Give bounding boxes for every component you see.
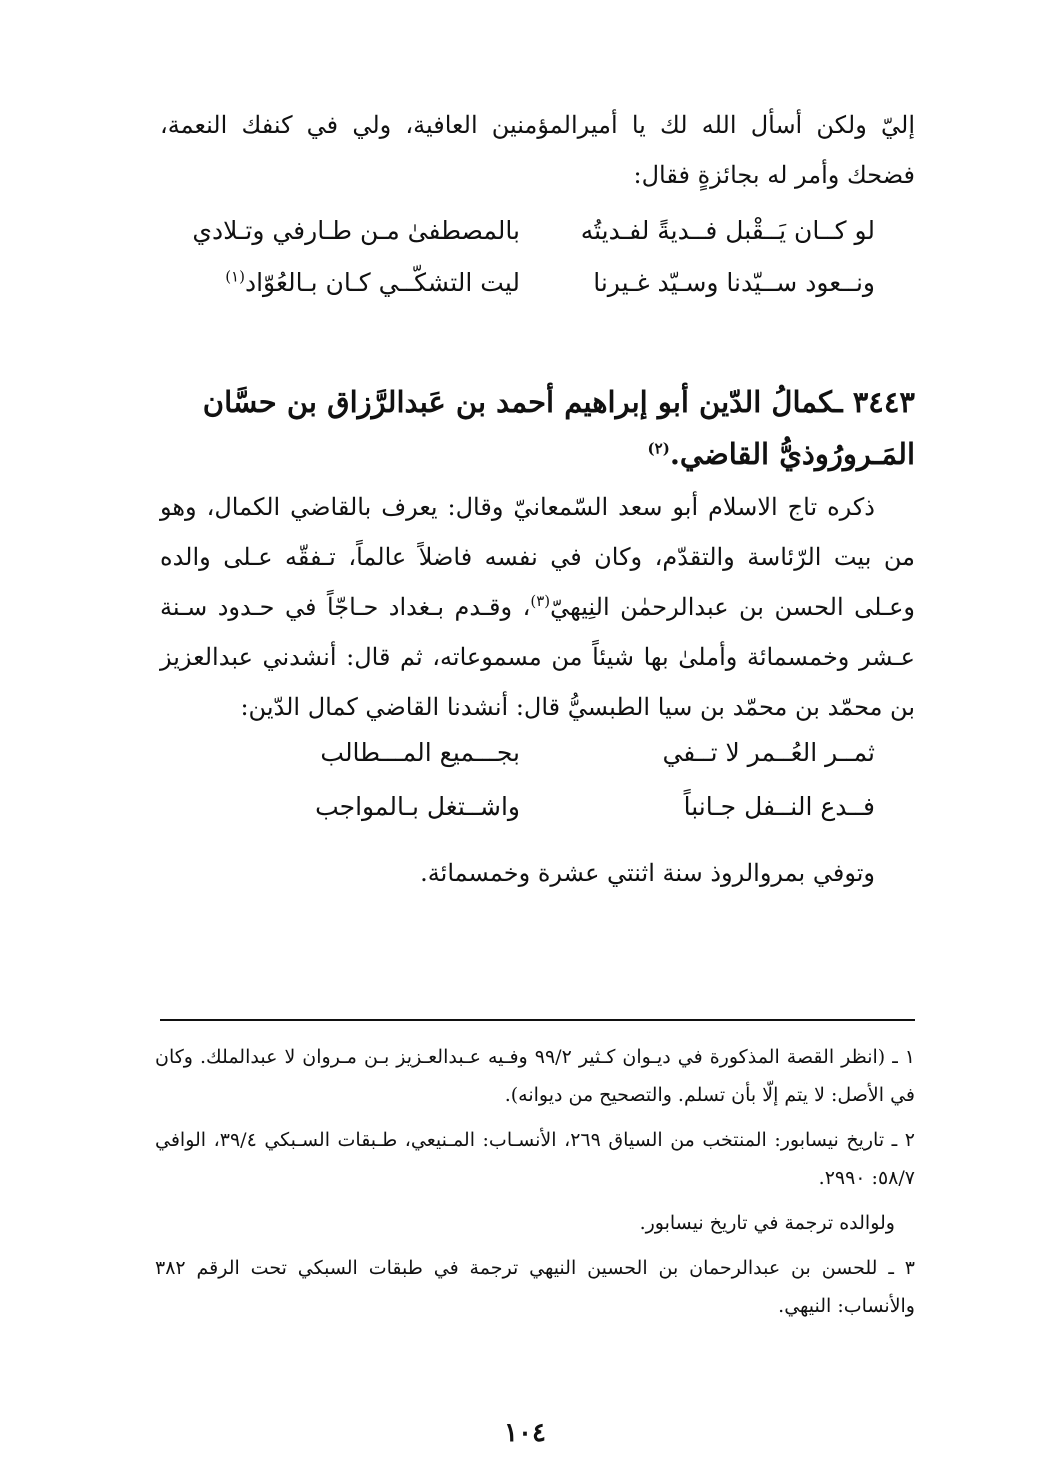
footnote-2: ٢ ـ تاريخ نيسابور: المنتخب من السياق ٢٦٩، الأنسـاب: المـنيعي، طـبقات السـبكي ٣٩/٤، الوافي ٥٨/٧: ٢٩٩٠. — [155, 1129, 915, 1189]
poem-1-verse-2-second-text: ليت التشكّــي كـان بـالعُوّاد — [244, 268, 520, 297]
poem-1-verse-1 — [165, 216, 875, 268]
poem-2-verse-1 — [165, 738, 875, 790]
footnote-marker-3: (٣) — [530, 592, 551, 610]
footnote-marker-1: (١) — [225, 267, 245, 286]
footnote-2-addendum: ولوالده ترجمة في تاريخ نيسابور. — [639, 1212, 895, 1234]
opening-text: إليّ ولكن أسأل الله لك يا أميرالمؤمنين العافية، ولي في كنفك النعمة، فضحك وأمر له بجائزةٍ فقال: — [160, 111, 915, 189]
footnote-separator — [160, 1019, 915, 1021]
entry-heading — [155, 376, 915, 480]
poem-2-verse-2-first-hemistich: فــدع النــفل جـانباً — [683, 792, 875, 821]
poem-1-verse-2-first-hemistich: ونــعود ســيّدنا وسـيّد غـيرنا — [593, 268, 875, 297]
entry-heading-text: ٣٤٤٣ ـكمالُ الدّين أبو إبراهيم أحمد بن عَبدالرَّزاق بن حسَّان المَـرورُوذيُّ القاضي. — [202, 385, 915, 471]
closing-paragraph — [160, 848, 915, 898]
opening-paragraph — [160, 100, 915, 200]
entry-body-text — [160, 482, 915, 732]
poem-1-verse-1-first-hemistich: لو كــان يَــقْبل فــديةً لفـديتُه — [580, 216, 875, 245]
entry-body — [160, 482, 915, 732]
poem-2-verse-1-second-hemistich: بجـــميع المـــطالب — [320, 738, 520, 767]
footnotes — [155, 1038, 915, 1332]
page-number: ١٠٤ — [504, 1418, 546, 1448]
entry-body-part-b: ، وقـدم بـغداد حـاجّاً في حـدود سـنة عـشر وخمسمائة وأملىٰ بها شيئاً من مسموعاته، ثم قال: أنشدني عبدالعزيز بن محمّد بن محمّد بن سيا الطبسيُّ قال: أنشدنا القاضي كمال الدّين: — [160, 593, 915, 721]
poem-1-verse-1-second-hemistich: بالمصطفىٰ مـن طـارفي وتـلادي — [192, 216, 520, 245]
entry-body-part-a: ذكره تاج الاسلام أبو سعد السّمعانيّ وقال: يعرف بالقاضي الكمال، وهو من بيت الرّئاسة والتقدّم، وكان في نفسه فاضلاً عالماً، تـفقّه عـلى والده وعـلى الحسن بن عبدالرحمٰن النِيهيّ — [160, 493, 916, 621]
poem-2-verse-2-second-hemistich: واشــتغل بـالمواجب — [315, 792, 520, 821]
footnote-1: ١ ـ (انظر القصة المذكورة في ديـوان كـثير ٩٩/٢ وفـيه عـبدالعـزيز بـن مـروان لا عبدالملك. وكان في الأصل: لا يتم إلّا بأن تسلم. والتصحيح من ديوانه). — [155, 1046, 916, 1106]
poem-2-verse-2 — [165, 792, 875, 844]
poem-1-verse-2-second-hemistich — [225, 268, 520, 297]
footnote-marker-2: (٢) — [647, 439, 670, 458]
poem-2-verse-1-first-hemistich: ثمــر العُــمر لا تــفي — [662, 738, 875, 767]
footnote-3: ٣ ـ للحسن بن عبدالرحمان بن الحسين النيهي ترجمة في طبقات السبكي تحت الرقم ٣٨٢ والأنساب: النيهي. — [155, 1257, 915, 1317]
closing-line: وتوفي بمروالروذ سنة اثنتي عشرة وخمسمائة. — [420, 859, 875, 887]
poem-1-verse-2 — [165, 268, 875, 320]
